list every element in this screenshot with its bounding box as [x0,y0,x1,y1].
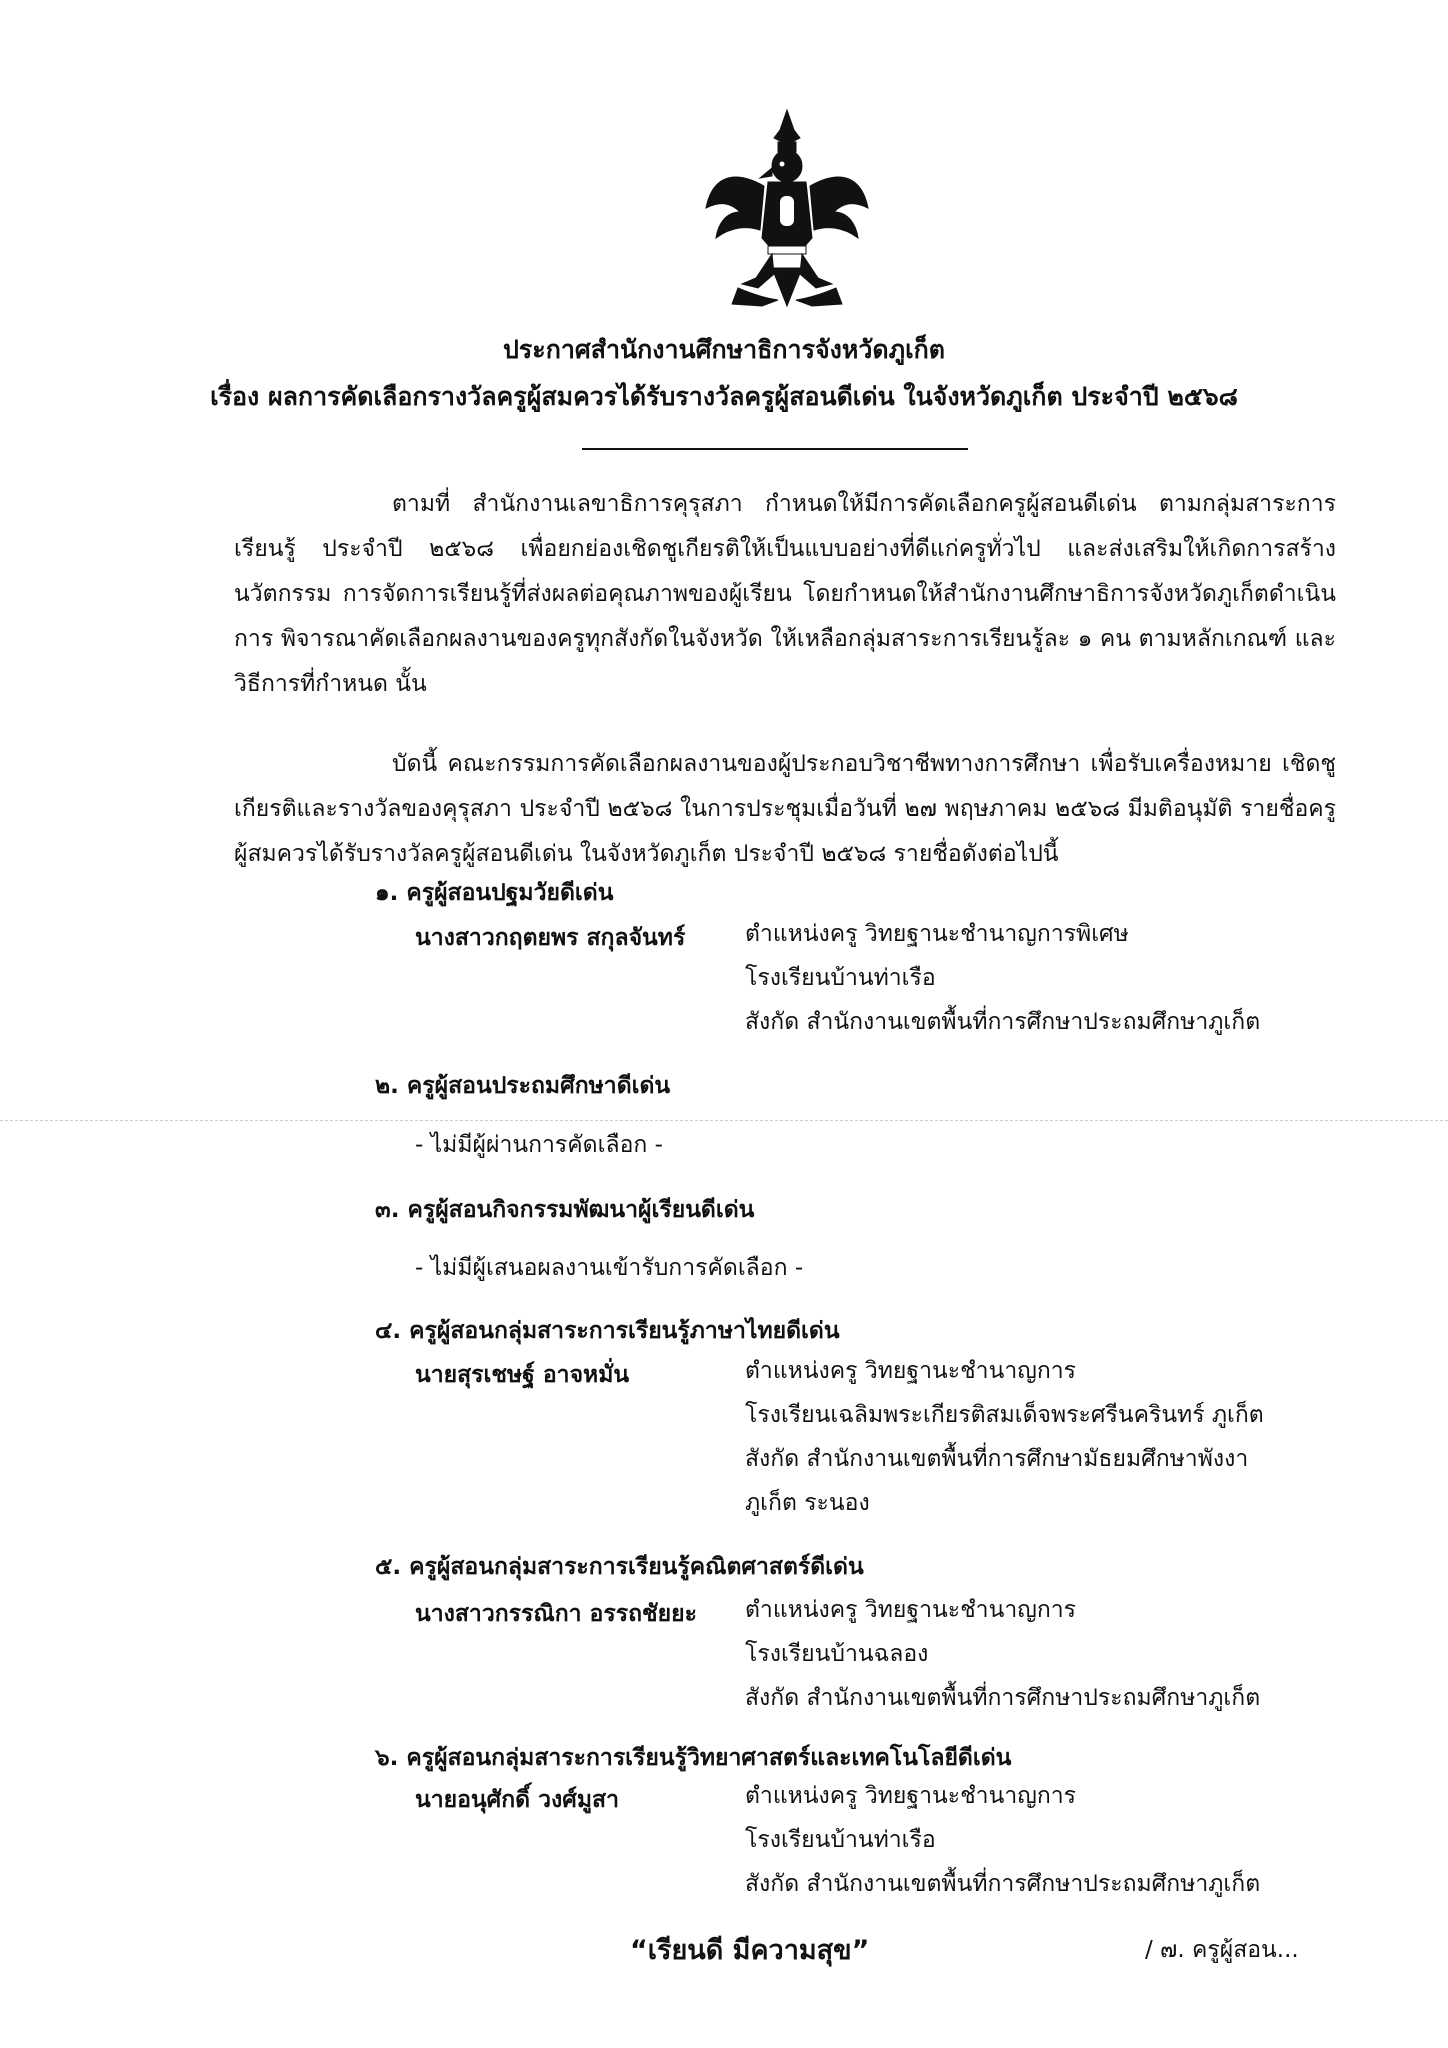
scan-artifact-line [0,1120,1448,1121]
teacher-details [745,912,1260,1044]
announcement-subject: เรื่อง ผลการคัดเลือกรางวัลครูผู้สมควรได้รับรางวัลครูผู้สอนดีเด่น ในจังหวัดภูเก็ต ประจำปี ๒๕๖๘ [210,382,1238,411]
teacher-name: นายอนุศักดิ์ วงศ์มูสา [415,1787,619,1813]
category-heading: ๒. ครูผู้สอนประถมศึกษาดีเด่น [375,1073,671,1099]
continued-marker: / ๗. ครูผู้สอน... [1145,1937,1299,1963]
teacher-affiliation: สังกัด สำนักงานเขตพื้นที่การศึกษาประถมศึกษาภูเก็ต [745,1009,1261,1035]
teacher-position: ตำแหน่งครู วิทยฐานะชำนาญการ [745,1597,1077,1623]
category-heading: ๔. ครูผู้สอนกลุ่มสาระการเรียนรู้ภาษาไทยดีเด่น [375,1318,840,1344]
teacher-affiliation: สังกัด สำนักงานเขตพื้นที่การศึกษาประถมศึกษาภูเก็ต [745,1685,1261,1711]
teacher-affiliation: สังกัด สำนักงานเขตพื้นที่การศึกษามัธยมศึกษาพังงา [745,1446,1249,1472]
category-heading: ๕. ครูผู้สอนกลุ่มสาระการเรียนรู้คณิตศาสตร์ดีเด่น [375,1554,864,1580]
teacher-affiliation: สังกัด สำนักงานเขตพื้นที่การศึกษาประถมศึกษาภูเก็ต [745,1871,1261,1897]
footer-slogan: “เรียนดี มีความสุข” [630,1935,870,1966]
category-heading: ๖. ครูผู้สอนกลุ่มสาระการเรียนรู้วิทยาศาสตร์และเทคโนโลยีดีเด่น [375,1745,1012,1771]
announcement-title: ประกาศสำนักงานศึกษาธิการจังหวัดภูเก็ต [502,335,946,364]
teacher-name: นางสาวกรรณิกา อรรถชัยยะ [415,1601,697,1627]
category-heading: ๓. ครูผู้สอนกิจกรรมพัฒนาผู้เรียนดีเด่น [375,1197,755,1223]
teacher-name: นางสาวกฤตยพร สกุลจันทร์ [415,925,686,951]
teacher-school: โรงเรียนบ้านท่าเรือ [745,965,936,991]
teacher-details [745,1774,1260,1906]
teacher-school: โรงเรียนบ้านท่าเรือ [745,1827,936,1853]
teacher-name: นายสุรเชษฐ์ อาจหมั่น [415,1362,630,1388]
teacher-details [745,1588,1260,1720]
teacher-school: โรงเรียนบ้านฉลอง [745,1641,929,1667]
paragraph-background: ตามที่ สำนักงานเลขาธิการคุรุสภา กำหนดให้มีการคัดเลือกครูผู้สอนดีเด่น ตามกลุ่มสาระการเรียนรู้ ประจำปี ๒๕๖๘ เพื่อยกย่องเชิดชูเกียรติให้เป็นแบบอย่างที่ดีแก่ครูทั่วไป และส่งเสริมให้เกิดการสร้างนวัตกรรม การจัดการเรียนรู้ที่ส่งผลต่อคุณภาพของผู้เรียน โดยกำหนดให้สำนักงานศึกษาธิการจังหวัดภูเก็ตดำเนินการ พิจารณาคัดเลือกผลงานของครูทุกสังกัดในจังหวัด ให้เหลือกลุ่มสาระการเรียนรู้ละ ๑ คน ตามหลักเกณฑ์ และวิธีการที่กำหนด นั้น [234,491,1336,697]
category-heading: ๑. ครูผู้สอนปฐมวัยดีเด่น [375,880,614,906]
teacher-position: ตำแหน่งครู วิทยฐานะชำนาญการ [745,1358,1077,1384]
garuda-emblem-icon [702,108,872,308]
teacher-position: ตำแหน่งครู วิทยฐานะชำนาญการ [745,1783,1077,1809]
teacher-position: ตำแหน่งครู วิทยฐานะชำนาญการพิเศษ [745,921,1129,947]
teacher-school: โรงเรียนเฉลิมพระเกียรติสมเด็จพระศรีนครินทร์ ภูเก็ต [745,1402,1264,1428]
teacher-affiliation-cont: ภูเก็ต ระนอง [745,1490,870,1516]
no-candidate-note: - ไม่มีผู้เสนอผลงานเข้ารับการคัดเลือก - [415,1255,804,1281]
no-candidate-note: - ไม่มีผู้ผ่านการคัดเลือก - [415,1132,663,1158]
paragraph-resolution: บัดนี้ คณะกรรมการคัดเลือกผลงานของผู้ประกอบวิชาชีพทางการศึกษา เพื่อรับเครื่องหมาย เชิดชูเกียรติและรางวัลของคุรุสภา ประจำปี ๒๕๖๘ ในการประชุมเมื่อวันที่ ๒๗ พฤษภาคม ๒๕๖๘ มีมติอนุมัติ รายชื่อครูผู้สมควรได้รับรางวัลครูผู้สอนดีเด่น ในจังหวัดภูเก็ต ประจำปี ๒๕๖๘ รายชื่อดังต่อไปนี้ [234,751,1336,867]
teacher-details [745,1349,1264,1525]
title-divider [582,448,968,450]
